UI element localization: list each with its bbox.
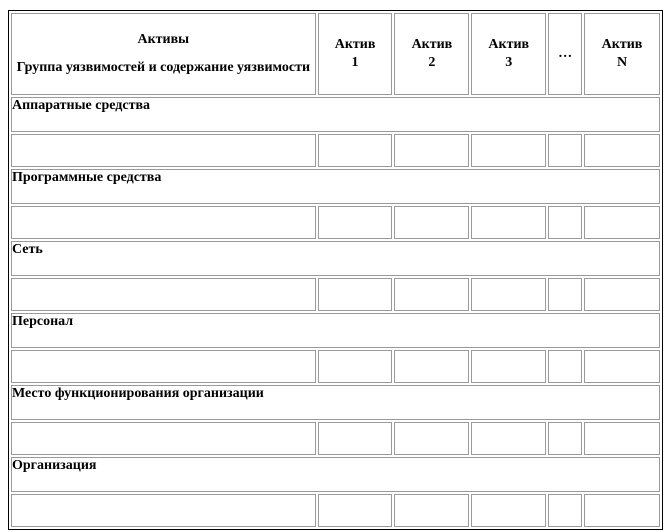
- header-row: [11, 13, 660, 95]
- table-cell: [11, 134, 316, 167]
- table-cell: [548, 422, 582, 455]
- table-cell: [471, 422, 546, 455]
- group-label-organization: Организация: [11, 457, 660, 492]
- group-row: [11, 169, 660, 204]
- table-row: [11, 278, 660, 311]
- asset-1-line1: Актив: [334, 37, 376, 52]
- table-cell: [471, 134, 546, 167]
- table-cell: [318, 422, 393, 455]
- group-label-personnel: Персонал: [11, 313, 660, 348]
- table-cell: [584, 206, 660, 239]
- table-cell: [471, 206, 546, 239]
- group-row: [11, 241, 660, 276]
- asset-2-line2: 2: [428, 55, 436, 70]
- group-label-network: Сеть: [11, 241, 660, 276]
- group-row: [11, 97, 660, 132]
- table-cell: [471, 278, 546, 311]
- header-assets-label: Активы: [137, 32, 190, 47]
- table-cell: [394, 494, 469, 527]
- table-cell: [318, 206, 393, 239]
- table-cell: [584, 494, 660, 527]
- table-cell: [584, 350, 660, 383]
- group-row: [11, 457, 660, 492]
- table-cell: [11, 278, 316, 311]
- table-cell: [394, 278, 469, 311]
- table-cell: [11, 350, 316, 383]
- table-row: [11, 494, 660, 527]
- table-cell: [584, 422, 660, 455]
- table-cell: [548, 494, 582, 527]
- table-cell: [584, 134, 660, 167]
- asset-1-line2: 1: [351, 55, 359, 70]
- table-cell: [394, 134, 469, 167]
- table-row: [11, 350, 660, 383]
- vulnerability-asset-table: [8, 10, 663, 530]
- table-cell: [394, 206, 469, 239]
- header-asset-3: [471, 13, 546, 95]
- group-row: [11, 385, 660, 420]
- asset-n-line1: Актив: [601, 37, 643, 52]
- header-assets-group-cell: [11, 13, 316, 95]
- table-row: [11, 422, 660, 455]
- asset-3-line2: 3: [505, 55, 513, 70]
- table-cell: [11, 494, 316, 527]
- table-cell: [471, 494, 546, 527]
- header-asset-1: [318, 13, 393, 95]
- asset-n-line2: N: [616, 55, 628, 70]
- table-cell: [548, 134, 582, 167]
- header-ellipsis: [548, 13, 582, 95]
- header-asset-2: [394, 13, 469, 95]
- group-label-software: Программные средства: [11, 169, 660, 204]
- table-cell: [11, 206, 316, 239]
- table-cell: [548, 350, 582, 383]
- header-asset-n: [584, 13, 660, 95]
- asset-2-line1: Актив: [411, 37, 453, 52]
- table-cell: [318, 278, 393, 311]
- table-cell: [318, 350, 393, 383]
- table-cell: [318, 134, 393, 167]
- group-label-site: Место функционирования организации: [11, 385, 660, 420]
- ellipsis-label: …: [558, 46, 573, 61]
- table-row: [11, 206, 660, 239]
- group-row: [11, 313, 660, 348]
- table-cell: [584, 278, 660, 311]
- table-row: [11, 134, 660, 167]
- header-group-label: Группа уязвимостей и содержание уязвимости: [16, 60, 311, 75]
- table-cell: [11, 422, 316, 455]
- table-cell: [548, 206, 582, 239]
- table-cell: [548, 278, 582, 311]
- table-cell: [394, 422, 469, 455]
- table-cell: [471, 350, 546, 383]
- group-label-hardware: Аппаратные средства: [11, 97, 660, 132]
- table-cell: [394, 350, 469, 383]
- asset-3-line1: Актив: [488, 37, 530, 52]
- table-cell: [318, 494, 393, 527]
